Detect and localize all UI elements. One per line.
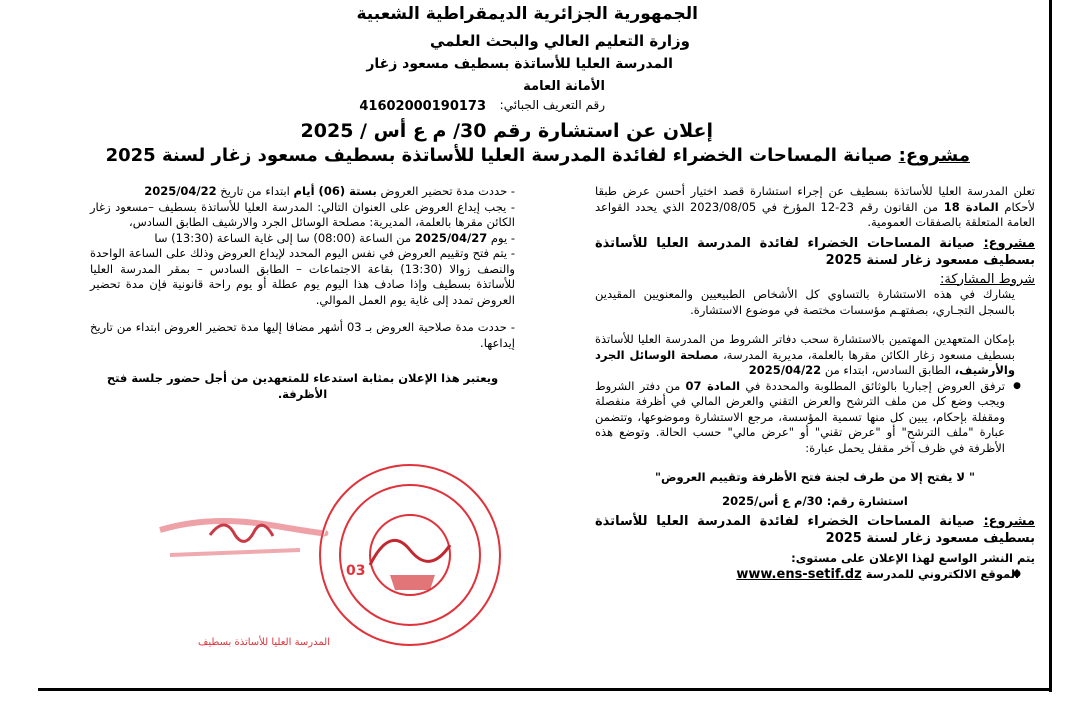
- validity-paragraph: - حددت مدة صلاحية العروض بـ 03 أشهر مضافا إليها مدة تحضير العروض ابتداء من تاريخ إيداعها.: [90, 320, 515, 350]
- envelope-quote: " لا يفتح إلا من طرف لجنة فتح الأظرفة وتقييم العروض": [655, 470, 975, 484]
- stamp-ring-text: المدرسة العليا للأساتذة بسطيف: [198, 637, 330, 648]
- header-school: المدرسة العليا للأساتذة بسطيف مسعود زغار: [366, 56, 673, 72]
- right-column: [595, 184, 1035, 582]
- project-title: [106, 145, 970, 166]
- header-secretariat: الأمانة العامة: [523, 79, 605, 94]
- withdraw-text-1: بإمكان المتعهدين المهتمين بالاستشارة سحب دفاتر الشروط من المدرسة العليا للأساتذة بسطيف مسعود زغار الكائن مقرها بالعلمة، مديرية المدرسة،: [595, 332, 1015, 362]
- page-border-right: [1049, 0, 1052, 692]
- project-line-2: [595, 513, 1035, 547]
- project2-label: مشروع:: [983, 514, 1035, 529]
- withdraw-service: مصلحة الوسائل الجرد والأرشيف،: [595, 347, 1015, 377]
- intro-text-1: تعلن المدرسة العليا للأساتذة بسطيف عن إجراء استشارة قصد اختيار أحسن عرض طبقا لأحكام: [595, 184, 1035, 214]
- project-title-text: صيانة المساحات الخضراء لفائدة المدرسة العليا للأساتذة بسطيف مسعود زغار لسنة 2025: [105, 145, 899, 166]
- intro-article: المادة 18: [943, 199, 999, 214]
- stamp-number: 03: [346, 563, 366, 579]
- documents-bullet: [595, 379, 1035, 457]
- header-republic: الجمهورية الجزائرية الديمقراطية الشعبية: [356, 4, 698, 24]
- prep-date: 2025/04/22: [144, 184, 217, 198]
- announcement-title: إعلان عن استشارة رقم 30/ م ع أس / 2025: [300, 120, 713, 142]
- deposit-date: 2025/04/27: [414, 230, 488, 245]
- project-label: مشروع:: [983, 235, 1035, 251]
- invitation-note: ويعتبر هذا الإعلان بمثابة استدعاء للمتعهدين من أجل حضور جلسة فتح الأظرفة.: [106, 371, 499, 401]
- official-stamp: [150, 455, 510, 655]
- conditions-heading: شروط المشاركة:: [940, 271, 1035, 287]
- bullet-article: المادة 07: [685, 378, 741, 393]
- left-column: [90, 184, 515, 402]
- stamp-smudge-2: [170, 550, 300, 555]
- stamp-smudge: [160, 521, 325, 533]
- prep-days: بستة (06) أيام: [293, 184, 377, 198]
- deposit-address: - يجب إيداع العروض على العنوان التالي: المدرسة العليا للأساتذة بسطيف –مسعود زغار الكائن مقرها بالعلمة، المديرية: مصلحة الوسائل الجرد والارشيف الطابق السادس،: [90, 199, 515, 229]
- prep-text-2: ابتداء من تاريخ: [216, 184, 294, 198]
- website-link[interactable]: www.ens-setif.dz: [736, 566, 862, 582]
- prep-text-1: - حددت مدة تحضير العروض: [376, 184, 515, 198]
- deposit-day-text-2: من الساعة (08:00) سا إلى غاية الساعة (13:30) سا: [154, 230, 415, 245]
- intro-paragraph: [595, 184, 1035, 231]
- publish-heading: يتم النشر الواسع لهذا الإعلان على مستوى:: [791, 551, 1035, 565]
- project-title-label: مشروع:: [898, 145, 970, 166]
- page-border-bottom: [38, 688, 1052, 691]
- publish-item-text: الموقع الالكتروني للمدرسة: [861, 566, 1019, 581]
- withdraw-date: 2025/04/22: [748, 363, 822, 377]
- project2-text: صيانة المساحات الخضراء لفائدة المدرسة العليا للأساتذة بسطيف مسعود زغار لسنة 2025: [595, 514, 1035, 546]
- project-line: [595, 235, 1035, 269]
- header-ministry: وزارة التعليم العالي والبحث العلمي: [429, 32, 690, 50]
- publish-item: [595, 567, 1035, 583]
- opening-paragraph: - يتم فتح وتقييم العروض في نفس اليوم المحدد لإيداع العروض وذلك على الساعة الواحدة والنصف زوالا (13:30) بقاعة الاجتماعات – الطابق السادس – بمقر المدرسة العليا للأساتذة بسطيف وإذا صادف هذا اليوم يوم عطلة أو يوم راحة قانونية فإن مدة تحضير العروض تمدد إلى غاية يوم العمل الموالي.: [90, 246, 515, 307]
- deposit-day-text-1: - يوم: [487, 230, 515, 245]
- bullet-text-1: ترفق العروض إجباريا بالوثائق المطلوبة والمحددة في: [740, 378, 1005, 393]
- intro-text-2: من القانون رقم 23-12 المؤرخ في 2023/08/05 الذي يحدد القواعد العامة المتعلقة بالصفقات العمومية.: [595, 199, 1035, 229]
- bullet-text-2: من دفتر الشروط ويجب وضع كل من ملف الترشح والعرض التقني والعرض المالي في أظرفة منفصلة ومقفلة بإحكام، يبين كل منها تسمية المؤسسة، مرجع الاستشارة وموضوعها، وتتضمن عبارة "ملف الترشح" أو "عرض تقني" أو "عرض مالي" حسب الحالة. وتوضع هذه الأظرفة في ظرف آخر مقفل يحمل عبارة:: [595, 378, 1005, 455]
- handwritten-signature: [210, 525, 273, 541]
- stamp-ring: [320, 465, 500, 645]
- tax-id-value: 41602000190173: [359, 99, 486, 114]
- withdraw-text-2: الطابق السادس، ابتداء من: [821, 363, 955, 377]
- tax-id-label: رقم التعريف الجبائي:: [499, 98, 605, 112]
- consultation-number: استشارة رقم: 30/م ع أس/2025: [722, 493, 908, 508]
- withdraw-paragraph: [595, 332, 1035, 379]
- stamp-emblem: [370, 540, 450, 565]
- conditions-text: يشارك في هذه الاستشارة بالتساوي كل الأشخاص الطبيعيين والمعنويين المقيدين بالسجل التجـاري، بصفتهـم مؤسسات مختصة في موضوع الاستشارة.: [595, 287, 1015, 317]
- stamp-emblem-base: [390, 575, 435, 590]
- project-text: صيانة المساحات الخضراء لفائدة المدرسة العليا للأساتذة بسطيف مسعود زغار لسنة 2025: [595, 235, 1035, 268]
- deposit-day: [90, 231, 515, 247]
- prep-duration: [90, 184, 515, 200]
